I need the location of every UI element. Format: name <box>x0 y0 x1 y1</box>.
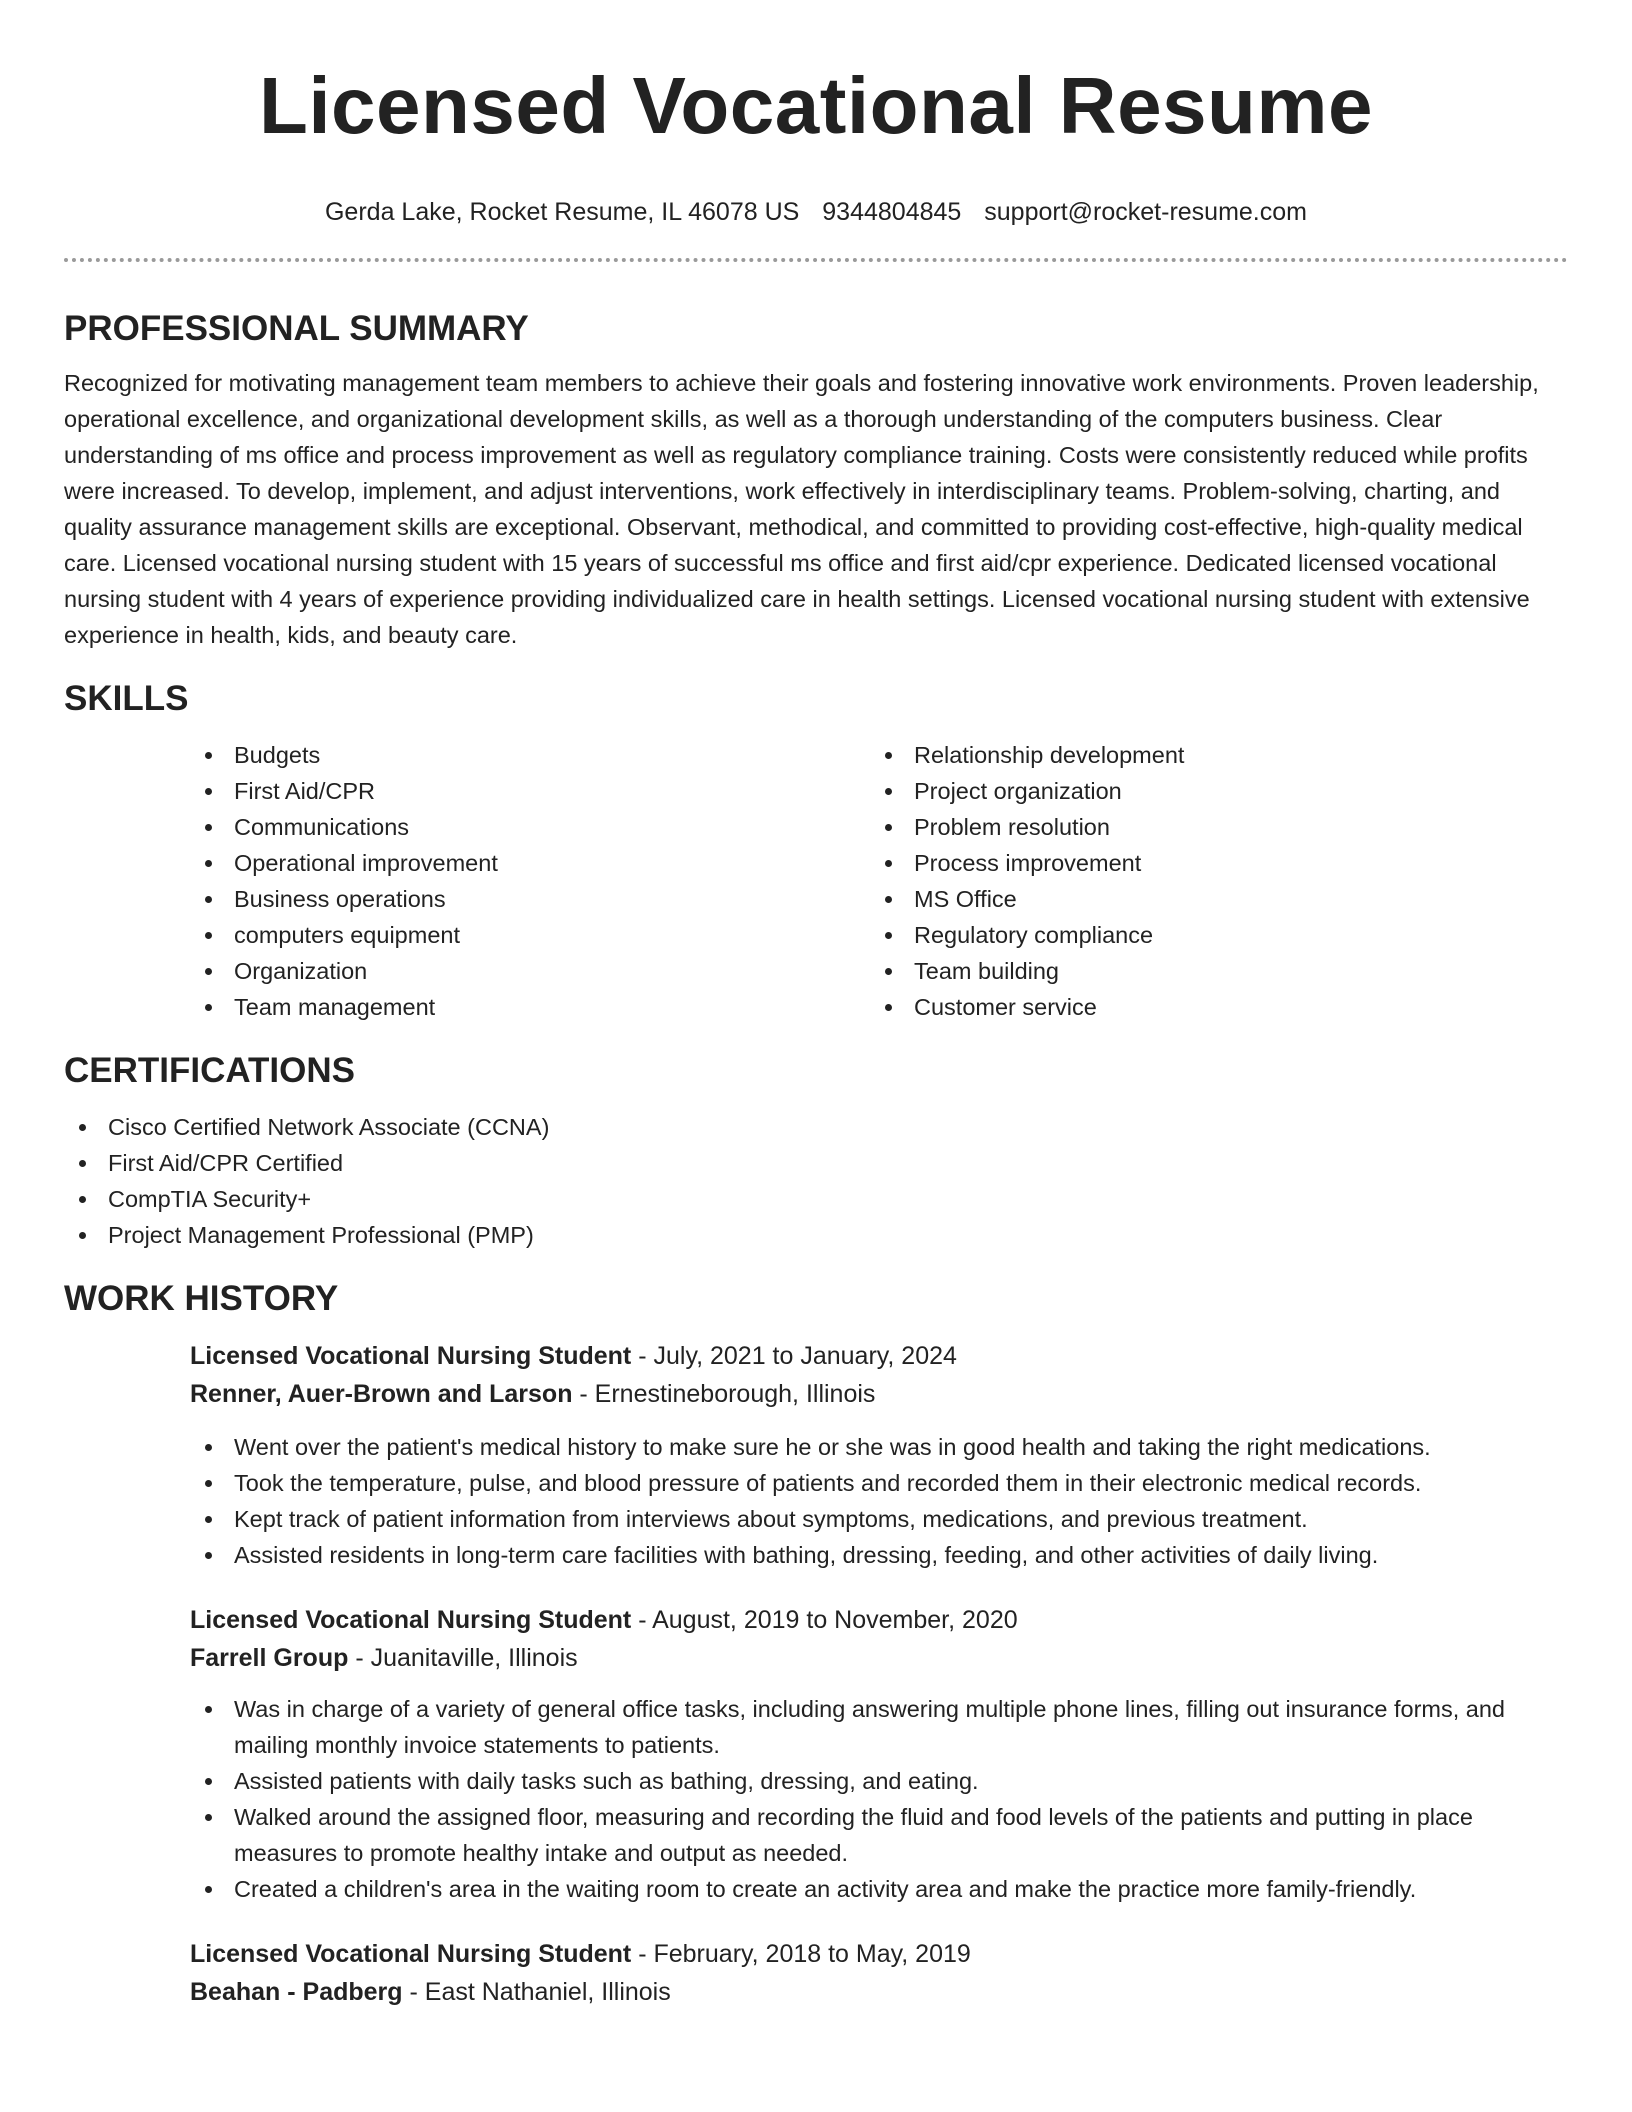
skill-item: MS Office <box>870 881 1550 917</box>
job-duty: Kept track of patient information from interviews about symptoms, medications, and previous treatment. <box>190 1501 1568 1537</box>
skills-list-right <box>870 737 1550 1025</box>
skill-item: Operational improvement <box>190 845 870 881</box>
skill-item: Communications <box>190 809 870 845</box>
job-duty: Went over the patient's medical history to make sure he or she was in good health and taking the right medications. <box>190 1429 1568 1465</box>
skill-item: Team building <box>870 953 1550 989</box>
skill-item: Process improvement <box>870 845 1550 881</box>
skill-item: Customer service <box>870 989 1550 1025</box>
job-duty: Created a children's area in the waiting room to create an activity area and make the practice more family-friendly. <box>190 1871 1568 1907</box>
certifications-list <box>64 1109 1568 1253</box>
certification-item: Cisco Certified Network Associate (CCNA) <box>64 1109 1568 1145</box>
contact-line <box>64 196 1568 228</box>
skill-item: Regulatory compliance <box>870 917 1550 953</box>
job-dates: - July, 2021 to January, 2024 <box>631 1342 957 1370</box>
certifications-heading: CERTIFICATIONS <box>64 1051 356 1090</box>
job-company-line <box>190 1973 1568 2011</box>
job-location: - Juanitaville, Illinois <box>348 1644 578 1672</box>
header-divider <box>64 258 1568 262</box>
summary-section <box>64 307 1568 653</box>
certification-item: CompTIA Security+ <box>64 1181 1568 1217</box>
job-duty: Assisted residents in long-term care facilities with bathing, dressing, feeding, and other activities of daily living. <box>190 1537 1568 1573</box>
contact-phone: 9344804845 <box>822 198 962 226</box>
skill-item: Relationship development <box>870 737 1550 773</box>
job-title-line <box>190 1337 1568 1375</box>
job-location: - East Nathaniel, Illinois <box>402 1978 671 2006</box>
skills-grid <box>190 737 1568 1025</box>
summary-text: Recognized for motivating management team members to achieve their goals and fostering innovative work environments. Proven leadership, operational excellence, and organizational development skills, as well as a thorough understanding of the computers business. Clear understanding of ms office and process improvement as well as regulatory compliance training. Costs were consistently reduced while profits were increased. To develop, implement, and adjust interventions, work effectively in interdisciplinary teams. Problem-solving, charting, and quality assurance management skills are exceptional. Observant, methodical, and committed to providing cost-effective, high-quality medical care. Licensed vocational nursing student with 15 years of successful ms office and first aid/cpr experience. Dedicated licensed vocational nursing student with 4 years of experience providing individualized care in health settings. Licensed vocational nursing student with extensive experience in health, kids, and beauty care. <box>64 370 1539 648</box>
job-entry <box>190 1601 1568 1907</box>
skill-item: Project organization <box>870 773 1550 809</box>
job-duties <box>190 1429 1568 1573</box>
job-location: - Ernestineborough, Illinois <box>572 1380 876 1408</box>
skills-section <box>64 677 1568 1025</box>
skill-item: Budgets <box>190 737 870 773</box>
job-title: Licensed Vocational Nursing Student <box>190 1606 632 1634</box>
skill-item: Business operations <box>190 881 870 917</box>
resume-title: Licensed Vocational Resume <box>258 61 1374 150</box>
certifications-section <box>64 1049 1568 1253</box>
job-entry <box>190 1337 1568 1573</box>
job-title-line <box>190 1601 1568 1639</box>
certification-item: Project Management Professional (PMP) <box>64 1217 1568 1253</box>
contact-email: support@rocket-resume.com <box>984 198 1307 226</box>
job-company-line <box>190 1375 1568 1413</box>
work-history-heading: WORK HISTORY <box>64 1279 339 1318</box>
job-duty: Walked around the assigned floor, measuring and recording the fluid and food levels of the patients and putting in place measures to promote healthy intake and output as needed. <box>190 1799 1568 1871</box>
job-duties <box>190 1691 1568 1907</box>
job-dates: - August, 2019 to November, 2020 <box>631 1606 1018 1634</box>
skill-item: First Aid/CPR <box>190 773 870 809</box>
job-title: Licensed Vocational Nursing Student <box>190 1342 632 1370</box>
work-history-section <box>64 1277 1568 2011</box>
job-duty: Took the temperature, pulse, and blood pressure of patients and recorded them in their electronic medical records. <box>190 1465 1568 1501</box>
job-dates: - February, 2018 to May, 2019 <box>631 1940 971 1968</box>
job-entry <box>190 1935 1568 2011</box>
job-company: Beahan - Padberg <box>190 1978 403 2006</box>
job-duty: Was in charge of a variety of general office tasks, including answering multiple phone lines, filling out insurance forms, and mailing monthly invoice statements to patients. <box>190 1691 1568 1763</box>
job-company-line <box>190 1639 1568 1677</box>
contact-address: Gerda Lake, Rocket Resume, IL 46078 US <box>324 198 800 226</box>
job-company: Farrell Group <box>190 1644 349 1672</box>
job-company: Renner, Auer-Brown and Larson <box>190 1380 573 1408</box>
certification-item: First Aid/CPR Certified <box>64 1145 1568 1181</box>
skill-item: computers equipment <box>190 917 870 953</box>
job-duty: Assisted patients with daily tasks such as bathing, dressing, and eating. <box>190 1763 1568 1799</box>
skills-list-left <box>190 737 870 1025</box>
skill-item: Problem resolution <box>870 809 1550 845</box>
skills-heading: SKILLS <box>64 679 189 718</box>
skill-item: Team management <box>190 989 870 1025</box>
skill-item: Organization <box>190 953 870 989</box>
job-title-line <box>190 1935 1568 1973</box>
summary-heading: PROFESSIONAL SUMMARY <box>64 309 529 348</box>
job-title: Licensed Vocational Nursing Student <box>190 1940 632 1968</box>
